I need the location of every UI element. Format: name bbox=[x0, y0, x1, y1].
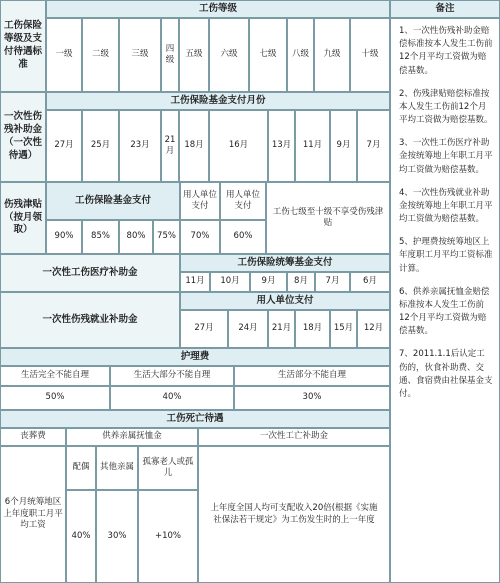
grade-cell: 六级 bbox=[209, 18, 249, 92]
allowance-percent: 85% bbox=[82, 220, 119, 254]
grade-cell: 五级 bbox=[179, 18, 209, 92]
allowance-percent: 90% bbox=[46, 220, 82, 254]
grade-cell: 四级 bbox=[161, 18, 179, 92]
allowance-percent: 60% bbox=[220, 220, 266, 254]
allowance-percent: 70% bbox=[180, 220, 220, 254]
note-item: 5、护理费按统筹地区上年度职工月平均工资标准计算。 bbox=[399, 237, 493, 274]
month-cell: 25月 bbox=[82, 110, 119, 182]
month-cell: 18月 bbox=[179, 110, 209, 182]
employment-subsidy-header: 用人单位支付 bbox=[180, 292, 390, 310]
month-cell: 7月 bbox=[315, 272, 350, 292]
allowance-label: 伤残津贴（按月领取） bbox=[0, 182, 46, 254]
grades-header: 工伤等级 bbox=[46, 0, 390, 18]
month-cell: 15月 bbox=[330, 310, 357, 348]
month-cell: 21月 bbox=[161, 110, 179, 182]
dependents-col: 配偶 bbox=[66, 446, 96, 490]
allowance-fund-header: 工伤保险基金支付 bbox=[46, 182, 180, 220]
month-cell: 13月 bbox=[268, 110, 295, 182]
nursing-category: 生活大部分不能自理 bbox=[110, 366, 234, 386]
dependents-col: 孤寡老人或孤儿 bbox=[138, 446, 198, 490]
lump-disability-label: 一次性伤残补助金（一次性待遇） bbox=[0, 92, 46, 182]
grade-cell: 二级 bbox=[82, 18, 119, 92]
death-header: 工伤死亡待遇 bbox=[0, 410, 390, 428]
note-item: 6、供养亲属抚恤金赔偿标准按本人发生工伤前12个月平均工资做为赔偿基数。 bbox=[399, 286, 490, 337]
nursing-value: 30% bbox=[234, 386, 390, 410]
dependents-col: 其他亲属 bbox=[96, 446, 138, 490]
death-lump-text: 上年度全国人均可支配收入20倍(根据《实施社保法若干规定》为工伤发生时的上一年度 bbox=[198, 446, 390, 583]
note-item: 3、一次性工伤医疗补助金按统筹地上年职工月平均工资做为赔偿基数。 bbox=[399, 138, 493, 175]
dependents-header: 供养亲属抚恤金 bbox=[66, 428, 198, 446]
month-cell: 27月 bbox=[46, 110, 82, 182]
allowance-percent: 75% bbox=[153, 220, 180, 254]
month-cell: 16月 bbox=[209, 110, 268, 182]
employment-subsidy-label: 一次性伤残就业补助金 bbox=[0, 292, 180, 348]
note-item: 7、2011.1.1后认定工伤的，伙食补助费、交通、食宿费由社保基金支付。 bbox=[399, 349, 493, 399]
notes-header: 备注 bbox=[390, 0, 500, 18]
month-cell: 27月 bbox=[180, 310, 228, 348]
death-lump-header: 一次性工亡补助金 bbox=[198, 428, 390, 446]
month-cell: 9月 bbox=[250, 272, 287, 292]
grade-cell: 八级 bbox=[287, 18, 314, 92]
medical-subsidy-label: 一次性工伤医疗补助金 bbox=[0, 254, 180, 292]
grade-cell: 九级 bbox=[314, 18, 350, 92]
month-cell: 21月 bbox=[268, 310, 295, 348]
nursing-value: 50% bbox=[0, 386, 110, 410]
month-cell: 6月 bbox=[350, 272, 390, 292]
grades-label: 工伤保险等级及支付待遇标准 bbox=[0, 0, 46, 92]
month-cell: 12月 bbox=[357, 310, 390, 348]
allowance-employer-header: 用人单位支付 bbox=[180, 182, 220, 220]
lump-disability-header: 工伤保险基金支付月份 bbox=[46, 92, 390, 110]
grade-cell: 三级 bbox=[119, 18, 161, 92]
dependents-value: 30% bbox=[96, 490, 138, 583]
month-cell: 10月 bbox=[210, 272, 250, 292]
note-item: 2、伤残津贴赔偿标准按本人发生工伤前12个月平均工资做为赔偿基数。 bbox=[399, 88, 493, 126]
month-cell: 11月 bbox=[295, 110, 330, 182]
grade-cell: 十级 bbox=[350, 18, 390, 92]
dependents-value: +10% bbox=[138, 490, 198, 583]
allowance-note-7-10: 工伤七级至十级不享受伤残津贴 bbox=[266, 182, 390, 254]
grade-cell: 一级 bbox=[46, 18, 82, 92]
funeral-header: 丧葬费 bbox=[0, 428, 66, 446]
month-cell: 8月 bbox=[287, 272, 315, 292]
note-item: 4、一次性伤残就业补助金按统筹地上年职工月平均工资做为赔偿基数。 bbox=[399, 187, 493, 225]
note-item: 1、一次性伤残补助金赔偿标准按本人发生工伤前12个月平均工资做为赔偿基数。 bbox=[399, 26, 493, 76]
nursing-category: 生活部分不能自理 bbox=[234, 366, 390, 386]
allowance-percent: 80% bbox=[119, 220, 153, 254]
month-cell: 9月 bbox=[330, 110, 357, 182]
month-cell: 11月 bbox=[180, 272, 210, 292]
dependents-value: 40% bbox=[66, 490, 96, 583]
notes-panel bbox=[390, 18, 500, 583]
month-cell: 23月 bbox=[119, 110, 161, 182]
month-cell: 24月 bbox=[228, 310, 268, 348]
nursing-category: 生活完全不能自理 bbox=[0, 366, 110, 386]
nursing-header: 护理费 bbox=[0, 348, 390, 366]
nursing-value: 40% bbox=[110, 386, 234, 410]
month-cell: 7月 bbox=[357, 110, 390, 182]
medical-subsidy-header: 工伤保险统筹基金支付 bbox=[180, 254, 390, 272]
grade-cell: 七级 bbox=[249, 18, 287, 92]
funeral-text: 6个月统筹地区上年度职工月平均工资 bbox=[0, 446, 66, 583]
allowance-employer-header: 用人单位支付 bbox=[220, 182, 266, 220]
month-cell: 18月 bbox=[295, 310, 330, 348]
